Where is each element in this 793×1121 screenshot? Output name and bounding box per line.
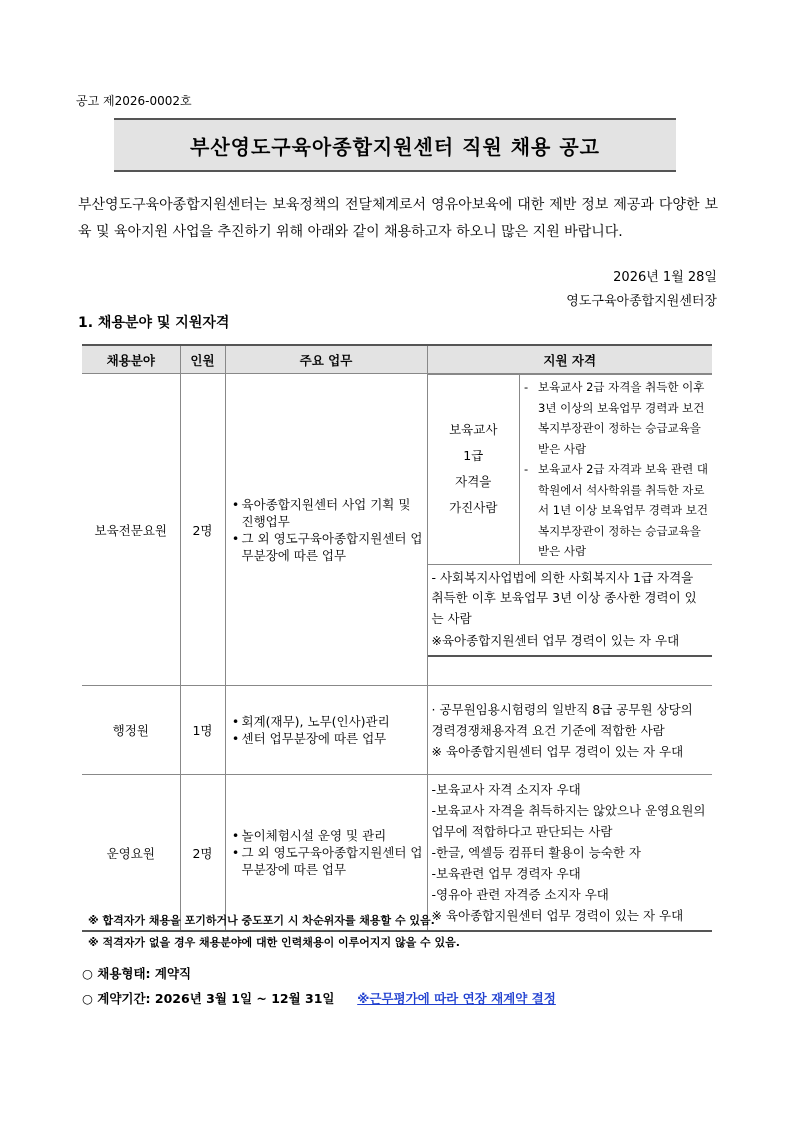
qual-line: -영유아 관련 자격증 소지자 우대 [431, 887, 609, 902]
issuer: 영도구육아종합지원센터장 [566, 294, 717, 309]
header-qualifications: 지원 자격 [427, 345, 712, 374]
qual-other-text: - 사회복지사업법에 의한 사회복지사 1급 자격을 취득한 이후 보육업무 3년 이상 종사한 경력이 있는 사람 [431, 569, 697, 626]
qual-group-label [428, 375, 520, 565]
notice-number: 공고 제2026-0002호 [76, 94, 192, 108]
table-row [82, 686, 712, 775]
table-row [82, 775, 712, 932]
count-cell: 2명 [180, 374, 225, 686]
note-line: ※ 적격자가 없을 경우 채용분야에 대한 인력채용이 이루어지지 않을 수 있음. [88, 936, 460, 949]
qual-group-line: 보육교사 [449, 422, 498, 438]
count-cell: 2명 [180, 775, 225, 932]
qual-line: ※ 육아종합지원센터 업무 경력이 있는 자 우대 [431, 743, 684, 759]
qual-note: ※육아종합지원센터 업무 경력이 있는 자 우대 [431, 633, 680, 648]
contract-renewal-note: ※근무평가에 따라 연장 재계약 결정 [357, 991, 556, 1006]
contract-period-text: ○ 계약기간: 2026년 3월 1일 ~ 12월 31일 [82, 991, 335, 1006]
table-header-row [82, 345, 712, 374]
intro-paragraph: 부산영도구육아종합지원센터는 보육정책의 전달체계로서 영유아보육에 대한 제반 정보 제공과 다양한 보육 및 육아지원 사업을 추진하기 위해 아래와 같이 채용하고자 하오니 많은 지원 바랍니다. [78, 197, 718, 240]
qual-group-line: 가진사람 [449, 500, 498, 516]
header-field: 채용분야 [82, 345, 180, 374]
page-title [114, 118, 676, 172]
qual-line: · 공무원임용시험령의 일반직 8급 공무원 상당의 경력경쟁채용자격 요건 기준에 적합한 사람 [431, 701, 693, 738]
recruitment-table [82, 344, 712, 932]
qual-other [428, 564, 713, 656]
qualifications-cell [427, 686, 712, 775]
notice-date: 2026년 1월 28일 [613, 270, 717, 285]
qual-subtable [428, 374, 713, 657]
duty-item: 회계(재무), 노무(인사)관리 [241, 714, 390, 729]
field-cell: 보육전문요원 [82, 374, 180, 686]
qual-group-line: 1급 [463, 448, 484, 464]
duty-item: 육아종합지원센터 사업 기획 및 진행업무 [241, 496, 411, 529]
qualifications-cell [427, 775, 712, 932]
qual-line: -보육교사 자격 소지자 우대 [431, 782, 581, 797]
qual-line: -한글, 엑셀등 컴퓨터 활용이 능숙한 자 [431, 845, 641, 860]
contract-period [82, 989, 556, 1007]
duties-cell: • 회계(재무), 노무(인사)관리 • 센터 업무분장에 따른 업무 [225, 686, 427, 775]
header-duties: 주요 업무 [225, 345, 427, 374]
section-heading: 1. 채용분야 및 지원자격 [78, 315, 230, 331]
duty-item: 놀이체험시설 운영 및 관리 [241, 828, 387, 843]
qual-line: -보육관련 업무 경력자 우대 [431, 866, 581, 881]
qual-line: ※ 육아종합지원센터 업무 경력이 있는 자 우대 [431, 908, 684, 923]
duty-item: 그 외 영도구육아종합지원센터 업무분장에 따른 업무 [241, 845, 423, 877]
qualifications-cell [427, 374, 712, 686]
employment-type: ○ 채용형태: 계약직 [82, 966, 192, 981]
table-row [82, 374, 712, 686]
qual-item: 보육교사 2급 자격을 취득한 이후 3년 이상의 보육업무 경력과 보건복지부장관이 정하는 승급교육을 받은 사람 [538, 380, 705, 456]
duty-item: 그 외 영도구육아종합지원센터 업무분장에 따른 업무 [241, 530, 423, 563]
duties-cell: • 놀이체험시설 운영 및 관리 • 그 외 영도구육아종합지원센터 업무분장에 따른 업무 [225, 775, 427, 932]
field-cell: 운영요원 [82, 775, 180, 932]
qual-group-line: 자격을 [455, 474, 492, 490]
duties-cell: • 육아종합지원센터 사업 기획 및 진행업무 • 그 외 영도구육아종합지원센터 업무분장에 따른 업무 [225, 374, 427, 686]
page-title-text: 부산영도구육아종합지원센터 직원 채용 공고 [190, 134, 600, 159]
qual-item: 보육교사 2급 자격과 보육 관련 대학원에서 석사학위를 취득한 자로서 1년 이상 보육업무 경력과 보건복지부장관이 정하는 승급교육을 받은 사람 [538, 462, 709, 558]
field-cell: 행정원 [82, 686, 180, 775]
count-cell: 1명 [180, 686, 225, 775]
duty-item: 센터 업무분장에 따른 업무 [241, 731, 387, 746]
qual-group-items: - 보육교사 2급 자격을 취득한 이후 3년 이상의 보육업무 경력과 보건복지부장관이 정하는 승급교육을 받은 사람 - 보육교사 2급 자격과 보육 관련 대학원에서 석사학위를 취득한 자로서 1년 이상 보육업무 경력과 보건복지부장관이 정하는 승급교육을 받은 사람 [520, 375, 713, 565]
header-count: 인원 [180, 345, 225, 374]
qual-line: -보육교사 자격을 취득하지는 않았으나 운영요원의 업무에 적합하다고 판단되는 사람 [431, 803, 706, 839]
note-line: ※ 합격자가 채용을 포기하거나 중도포기 시 차순위자를 채용할 수 있음. [88, 914, 435, 927]
